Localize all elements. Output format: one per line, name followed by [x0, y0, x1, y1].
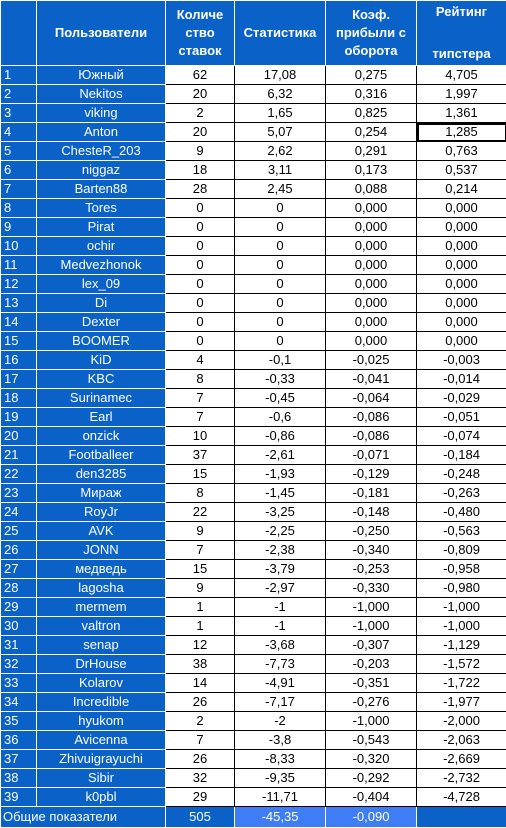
bets-cell[interactable]: 32 [166, 769, 235, 788]
totals-label[interactable]: Общие показатели [1, 807, 166, 828]
stat-cell[interactable]: -2,97 [235, 579, 326, 598]
coef-cell[interactable]: -0,148 [326, 503, 417, 522]
stat-cell[interactable]: -9,35 [235, 769, 326, 788]
bets-cell[interactable]: 7 [166, 541, 235, 560]
rating-cell[interactable]: 0,537 [417, 161, 506, 180]
table-row [1, 522, 506, 541]
coef-cell[interactable]: -0,129 [326, 465, 417, 484]
coef-cell[interactable]: -0,330 [326, 579, 417, 598]
coef-cell[interactable]: -0,276 [326, 693, 417, 712]
row-number[interactable]: 33 [1, 674, 37, 693]
coef-cell[interactable]: -0,250 [326, 522, 417, 541]
rating-cell[interactable]: -0,480 [417, 503, 506, 522]
user-name-cell[interactable]: KiD [37, 351, 166, 370]
rating-cell[interactable]: -1,977 [417, 693, 506, 712]
user-name-cell[interactable]: Di [37, 294, 166, 313]
table-row [1, 617, 506, 636]
user-name-cell[interactable]: ChesteR_203 [37, 142, 166, 161]
rating-cell[interactable]: 1,285 [417, 123, 506, 142]
row-number[interactable]: 19 [1, 408, 37, 427]
row-number[interactable]: 24 [1, 503, 37, 522]
user-name-cell[interactable]: Avicenna [37, 731, 166, 750]
stat-cell[interactable]: 0 [235, 218, 326, 237]
row-number[interactable]: 12 [1, 275, 37, 294]
stat-cell[interactable]: -3,25 [235, 503, 326, 522]
header-stats[interactable]: Статистика [235, 1, 326, 66]
row-number[interactable]: 23 [1, 484, 37, 503]
rating-cell[interactable]: -0,248 [417, 465, 506, 484]
coef-cell[interactable]: -0,307 [326, 636, 417, 655]
row-number[interactable]: 35 [1, 712, 37, 731]
row-number[interactable]: 28 [1, 579, 37, 598]
user-name-cell[interactable]: lagosha [37, 579, 166, 598]
rating-cell[interactable]: 0,000 [417, 313, 506, 332]
bets-cell[interactable]: 22 [166, 503, 235, 522]
table-row [1, 123, 506, 142]
bets-cell[interactable]: 12 [166, 636, 235, 655]
stat-cell[interactable]: 2,62 [235, 142, 326, 161]
user-name-cell[interactable]: медведь [37, 560, 166, 579]
header-users[interactable]: Пользователи [37, 1, 166, 66]
table-row [1, 541, 506, 560]
row-number[interactable]: 3 [1, 104, 37, 123]
bets-cell[interactable]: 20 [166, 123, 235, 142]
stat-cell[interactable]: 2,45 [235, 180, 326, 199]
table-body [1, 66, 506, 807]
table-row [1, 142, 506, 161]
coef-cell[interactable]: 0,000 [326, 275, 417, 294]
bets-cell[interactable]: 0 [166, 237, 235, 256]
row-number[interactable]: 29 [1, 598, 37, 617]
coef-cell[interactable]: -0,292 [326, 769, 417, 788]
row-number[interactable]: 32 [1, 655, 37, 674]
bets-cell[interactable]: 9 [166, 142, 235, 161]
coef-cell[interactable]: -0,071 [326, 446, 417, 465]
coef-cell[interactable]: -0,404 [326, 788, 417, 807]
row-number[interactable]: 30 [1, 617, 37, 636]
header-row [1, 1, 506, 66]
user-name-cell[interactable]: Tores [37, 199, 166, 218]
user-name-cell[interactable]: senap [37, 636, 166, 655]
bets-cell[interactable]: 8 [166, 370, 235, 389]
user-name-cell[interactable]: Earl [37, 408, 166, 427]
table-row [1, 446, 506, 465]
table-row [1, 294, 506, 313]
bets-cell[interactable]: 14 [166, 674, 235, 693]
rating-cell[interactable]: 0,214 [417, 180, 506, 199]
rating-cell[interactable]: 0,000 [417, 237, 506, 256]
coef-cell[interactable]: -0,086 [326, 427, 417, 446]
rating-cell[interactable]: -1,129 [417, 636, 506, 655]
table-row [1, 237, 506, 256]
header-bets[interactable] [166, 1, 235, 66]
bets-cell[interactable]: 2 [166, 712, 235, 731]
rating-cell[interactable]: 0,000 [417, 256, 506, 275]
user-name-cell[interactable]: DrHouse [37, 655, 166, 674]
row-number[interactable]: 18 [1, 389, 37, 408]
rating-cell[interactable]: 1,997 [417, 85, 506, 104]
totals-row [1, 807, 506, 828]
row-number[interactable]: 38 [1, 769, 37, 788]
table-row [1, 560, 506, 579]
coef-cell[interactable]: -1,000 [326, 712, 417, 731]
bets-cell[interactable]: 0 [166, 256, 235, 275]
table-row [1, 370, 506, 389]
stat-cell[interactable]: -1,93 [235, 465, 326, 484]
coef-cell[interactable]: -0,253 [326, 560, 417, 579]
rating-cell[interactable]: -2,000 [417, 712, 506, 731]
bets-cell[interactable]: 20 [166, 85, 235, 104]
row-number[interactable]: 4 [1, 123, 37, 142]
bets-cell[interactable]: 0 [166, 294, 235, 313]
table-row [1, 66, 506, 85]
bets-cell[interactable]: 10 [166, 427, 235, 446]
row-number[interactable]: 21 [1, 446, 37, 465]
coef-cell[interactable]: 0,254 [326, 123, 417, 142]
row-number[interactable]: 31 [1, 636, 37, 655]
coef-cell[interactable]: 0,173 [326, 161, 417, 180]
user-name-cell[interactable]: Kolarov [37, 674, 166, 693]
stat-cell[interactable]: -1 [235, 598, 326, 617]
rating-cell[interactable]: 0,000 [417, 275, 506, 294]
table-row [1, 598, 506, 617]
rating-cell[interactable]: -1,000 [417, 598, 506, 617]
bets-cell[interactable]: 26 [166, 750, 235, 769]
bets-cell[interactable]: 62 [166, 66, 235, 85]
user-name-cell[interactable]: Zhivuigrayuchi [37, 750, 166, 769]
table-row [1, 484, 506, 503]
row-number[interactable]: 17 [1, 370, 37, 389]
stat-cell[interactable]: 6,32 [235, 85, 326, 104]
table-row [1, 104, 506, 123]
stat-cell[interactable]: 0 [235, 313, 326, 332]
table-row [1, 161, 506, 180]
stat-cell[interactable]: -0,1 [235, 351, 326, 370]
user-name-cell[interactable]: Surinamec [37, 389, 166, 408]
rating-cell[interactable]: -0,074 [417, 427, 506, 446]
coef-cell[interactable]: -0,086 [326, 408, 417, 427]
table-row [1, 332, 506, 351]
bets-cell[interactable]: 15 [166, 465, 235, 484]
bets-cell[interactable]: 9 [166, 522, 235, 541]
table-row [1, 693, 506, 712]
bets-cell[interactable]: 26 [166, 693, 235, 712]
header-rating-top: Рейтинг [436, 4, 487, 19]
rating-cell[interactable]: -2,669 [417, 750, 506, 769]
rating-cell[interactable]: -1,572 [417, 655, 506, 674]
table-row [1, 199, 506, 218]
coef-cell[interactable]: 0,000 [326, 199, 417, 218]
stat-cell[interactable]: -1,45 [235, 484, 326, 503]
stat-cell[interactable]: -0,33 [235, 370, 326, 389]
row-number[interactable]: 10 [1, 237, 37, 256]
coef-cell[interactable]: -0,340 [326, 541, 417, 560]
totals-stat[interactable]: -45,35 [235, 807, 326, 828]
user-name-cell[interactable]: Sibir [37, 769, 166, 788]
rating-cell[interactable]: 0,000 [417, 332, 506, 351]
row-number[interactable]: 39 [1, 788, 37, 807]
coef-cell[interactable]: -0,320 [326, 750, 417, 769]
user-name-cell[interactable]: hyukom [37, 712, 166, 731]
coef-cell[interactable]: 0,000 [326, 218, 417, 237]
user-name-cell[interactable]: Южный [37, 66, 166, 85]
row-number[interactable]: 34 [1, 693, 37, 712]
coef-cell[interactable]: -0,543 [326, 731, 417, 750]
user-name-cell[interactable]: Anton [37, 123, 166, 142]
rating-cell[interactable]: 0,000 [417, 218, 506, 237]
row-number[interactable]: 36 [1, 731, 37, 750]
stat-cell[interactable]: 5,07 [235, 123, 326, 142]
table-row [1, 503, 506, 522]
rating-cell[interactable]: -0,003 [417, 351, 506, 370]
rating-cell[interactable]: -0,029 [417, 389, 506, 408]
rating-cell[interactable]: 0,000 [417, 199, 506, 218]
bets-cell[interactable]: 0 [166, 332, 235, 351]
row-number[interactable]: 13 [1, 294, 37, 313]
bets-cell[interactable]: 9 [166, 579, 235, 598]
totals-rating[interactable] [417, 807, 506, 828]
stat-cell[interactable]: 0 [235, 294, 326, 313]
stat-cell[interactable]: 1,65 [235, 104, 326, 123]
bets-cell[interactable]: 38 [166, 655, 235, 674]
coef-cell[interactable]: 0,000 [326, 237, 417, 256]
row-number[interactable]: 6 [1, 161, 37, 180]
stat-cell[interactable]: -2 [235, 712, 326, 731]
row-number[interactable]: 1 [1, 66, 37, 85]
stat-cell[interactable]: -7,17 [235, 693, 326, 712]
coef-cell[interactable]: -1,000 [326, 598, 417, 617]
stat-cell[interactable]: -0,6 [235, 408, 326, 427]
bets-cell[interactable]: 2 [166, 104, 235, 123]
user-name-cell[interactable]: Footballeer [37, 446, 166, 465]
bets-cell[interactable]: 18 [166, 161, 235, 180]
stat-cell[interactable]: -2,38 [235, 541, 326, 560]
coef-cell[interactable]: -0,181 [326, 484, 417, 503]
bets-cell[interactable]: 0 [166, 275, 235, 294]
row-number[interactable]: 15 [1, 332, 37, 351]
rating-cell[interactable]: -0,809 [417, 541, 506, 560]
row-number[interactable]: 20 [1, 427, 37, 446]
bets-cell[interactable]: 7 [166, 408, 235, 427]
user-name-cell[interactable]: ochir [37, 237, 166, 256]
table-row [1, 313, 506, 332]
header-coef[interactable] [326, 1, 417, 66]
header-rating[interactable] [417, 1, 506, 66]
coef-cell[interactable]: 0,088 [326, 180, 417, 199]
rating-cell[interactable]: 1,361 [417, 104, 506, 123]
table-row [1, 275, 506, 294]
bets-cell[interactable]: 0 [166, 218, 235, 237]
stat-cell[interactable]: 0 [235, 256, 326, 275]
user-name-cell[interactable]: AVK [37, 522, 166, 541]
header-coef-label: Коэф. прибыли с оборота [336, 7, 406, 58]
row-number[interactable]: 7 [1, 180, 37, 199]
rating-cell[interactable]: -0,184 [417, 446, 506, 465]
header-rating-bottom: типстера [417, 45, 506, 63]
row-number[interactable]: 27 [1, 560, 37, 579]
rating-cell[interactable]: -2,732 [417, 769, 506, 788]
table-row [1, 579, 506, 598]
user-name-cell[interactable]: mermem [37, 598, 166, 617]
header-bets-label: Количе ство ставок [177, 7, 224, 58]
coef-cell[interactable]: -0,025 [326, 351, 417, 370]
stat-cell[interactable]: 0 [235, 199, 326, 218]
user-name-cell[interactable]: onzick [37, 427, 166, 446]
rating-cell[interactable]: 0,763 [417, 142, 506, 161]
coef-cell[interactable]: -0,064 [326, 389, 417, 408]
table-row [1, 655, 506, 674]
table-row [1, 769, 506, 788]
table-row [1, 674, 506, 693]
header-rownum[interactable] [1, 1, 37, 66]
table-row [1, 465, 506, 484]
rating-cell[interactable]: -4,728 [417, 788, 506, 807]
user-name-cell[interactable]: KBC [37, 370, 166, 389]
totals-coef[interactable]: -0,090 [326, 807, 417, 828]
rating-cell[interactable]: -0,263 [417, 484, 506, 503]
bets-cell[interactable]: 7 [166, 731, 235, 750]
table-row [1, 750, 506, 769]
stat-cell[interactable]: 0 [235, 275, 326, 294]
row-number[interactable]: 26 [1, 541, 37, 560]
stat-cell[interactable]: -3,68 [235, 636, 326, 655]
coef-cell[interactable]: -0,203 [326, 655, 417, 674]
bets-cell[interactable]: 0 [166, 313, 235, 332]
coef-cell[interactable]: 0,000 [326, 313, 417, 332]
rating-cell[interactable]: -0,980 [417, 579, 506, 598]
user-name-cell[interactable]: Pirat [37, 218, 166, 237]
stat-cell[interactable]: 0 [235, 332, 326, 351]
stat-cell[interactable]: -0,86 [235, 427, 326, 446]
table-row [1, 351, 506, 370]
table-row [1, 408, 506, 427]
table-row [1, 731, 506, 750]
row-number[interactable]: 5 [1, 142, 37, 161]
stat-cell[interactable]: -3,8 [235, 731, 326, 750]
rating-cell[interactable]: -2,063 [417, 731, 506, 750]
user-name-cell[interactable]: k0pbl [37, 788, 166, 807]
coef-cell[interactable]: -1,000 [326, 617, 417, 636]
stat-cell[interactable]: -2,61 [235, 446, 326, 465]
table-row [1, 636, 506, 655]
row-number[interactable]: 11 [1, 256, 37, 275]
table-row [1, 180, 506, 199]
stat-cell[interactable]: 17,08 [235, 66, 326, 85]
row-number[interactable]: 8 [1, 199, 37, 218]
table-row [1, 427, 506, 446]
row-number[interactable]: 2 [1, 85, 37, 104]
row-number[interactable]: 22 [1, 465, 37, 484]
bets-cell[interactable]: 15 [166, 560, 235, 579]
coef-cell[interactable]: 0,275 [326, 66, 417, 85]
stat-cell[interactable]: -7,73 [235, 655, 326, 674]
table-row [1, 712, 506, 731]
table-row [1, 389, 506, 408]
bets-cell[interactable]: 7 [166, 389, 235, 408]
coef-cell[interactable]: -0,041 [326, 370, 417, 389]
user-name-cell[interactable]: BOOMER [37, 332, 166, 351]
row-number[interactable]: 37 [1, 750, 37, 769]
table-row [1, 218, 506, 237]
stat-cell[interactable]: -1 [235, 617, 326, 636]
user-name-cell[interactable]: Dexter [37, 313, 166, 332]
user-name-cell[interactable]: RoyJr [37, 503, 166, 522]
stat-cell[interactable]: -8,33 [235, 750, 326, 769]
user-name-cell[interactable]: den3285 [37, 465, 166, 484]
coef-cell[interactable]: -0,351 [326, 674, 417, 693]
user-name-cell[interactable]: Medvezhonok [37, 256, 166, 275]
user-name-cell[interactable]: Мираж [37, 484, 166, 503]
rating-cell[interactable]: 0,000 [417, 294, 506, 313]
stat-cell[interactable]: -2,25 [235, 522, 326, 541]
coef-cell[interactable]: 0,000 [326, 332, 417, 351]
coef-cell[interactable]: 0,825 [326, 104, 417, 123]
rating-cell[interactable]: -0,958 [417, 560, 506, 579]
bets-cell[interactable]: 0 [166, 199, 235, 218]
coef-cell[interactable]: 0,000 [326, 294, 417, 313]
coef-cell[interactable]: 0,316 [326, 85, 417, 104]
user-name-cell[interactable]: Incredible [37, 693, 166, 712]
stat-cell[interactable]: -11,71 [235, 788, 326, 807]
bets-cell[interactable]: 8 [166, 484, 235, 503]
rating-cell[interactable]: -1,722 [417, 674, 506, 693]
stat-cell[interactable]: 3,11 [235, 161, 326, 180]
rating-cell[interactable]: 4,705 [417, 66, 506, 85]
coef-cell[interactable]: 0,000 [326, 256, 417, 275]
bets-cell[interactable]: 29 [166, 788, 235, 807]
bets-cell[interactable]: 1 [166, 617, 235, 636]
user-name-cell[interactable]: Barten88 [37, 180, 166, 199]
bets-cell[interactable]: 28 [166, 180, 235, 199]
user-name-cell[interactable]: lex_09 [37, 275, 166, 294]
row-number[interactable]: 14 [1, 313, 37, 332]
user-name-cell[interactable]: valtron [37, 617, 166, 636]
user-name-cell[interactable]: viking [37, 104, 166, 123]
rating-cell[interactable]: -1,000 [417, 617, 506, 636]
rating-cell[interactable]: -0,051 [417, 408, 506, 427]
coef-cell[interactable]: 0,291 [326, 142, 417, 161]
bets-cell[interactable]: 4 [166, 351, 235, 370]
row-number[interactable]: 16 [1, 351, 37, 370]
user-name-cell[interactable]: niggaz [37, 161, 166, 180]
rating-cell[interactable]: -0,563 [417, 522, 506, 541]
table-row [1, 256, 506, 275]
stat-cell[interactable]: -4,91 [235, 674, 326, 693]
user-name-cell[interactable]: Nekitos [37, 85, 166, 104]
table-row [1, 85, 506, 104]
stat-cell[interactable]: -3,79 [235, 560, 326, 579]
stat-cell[interactable]: -0,45 [235, 389, 326, 408]
bets-cell[interactable]: 37 [166, 446, 235, 465]
user-name-cell[interactable]: JONN [37, 541, 166, 560]
bets-cell[interactable]: 1 [166, 598, 235, 617]
totals-bets[interactable]: 505 [166, 807, 235, 828]
rating-cell[interactable]: -0,014 [417, 370, 506, 389]
stat-cell[interactable]: 0 [235, 237, 326, 256]
row-number[interactable]: 25 [1, 522, 37, 541]
row-number[interactable]: 9 [1, 218, 37, 237]
table-row [1, 788, 506, 807]
